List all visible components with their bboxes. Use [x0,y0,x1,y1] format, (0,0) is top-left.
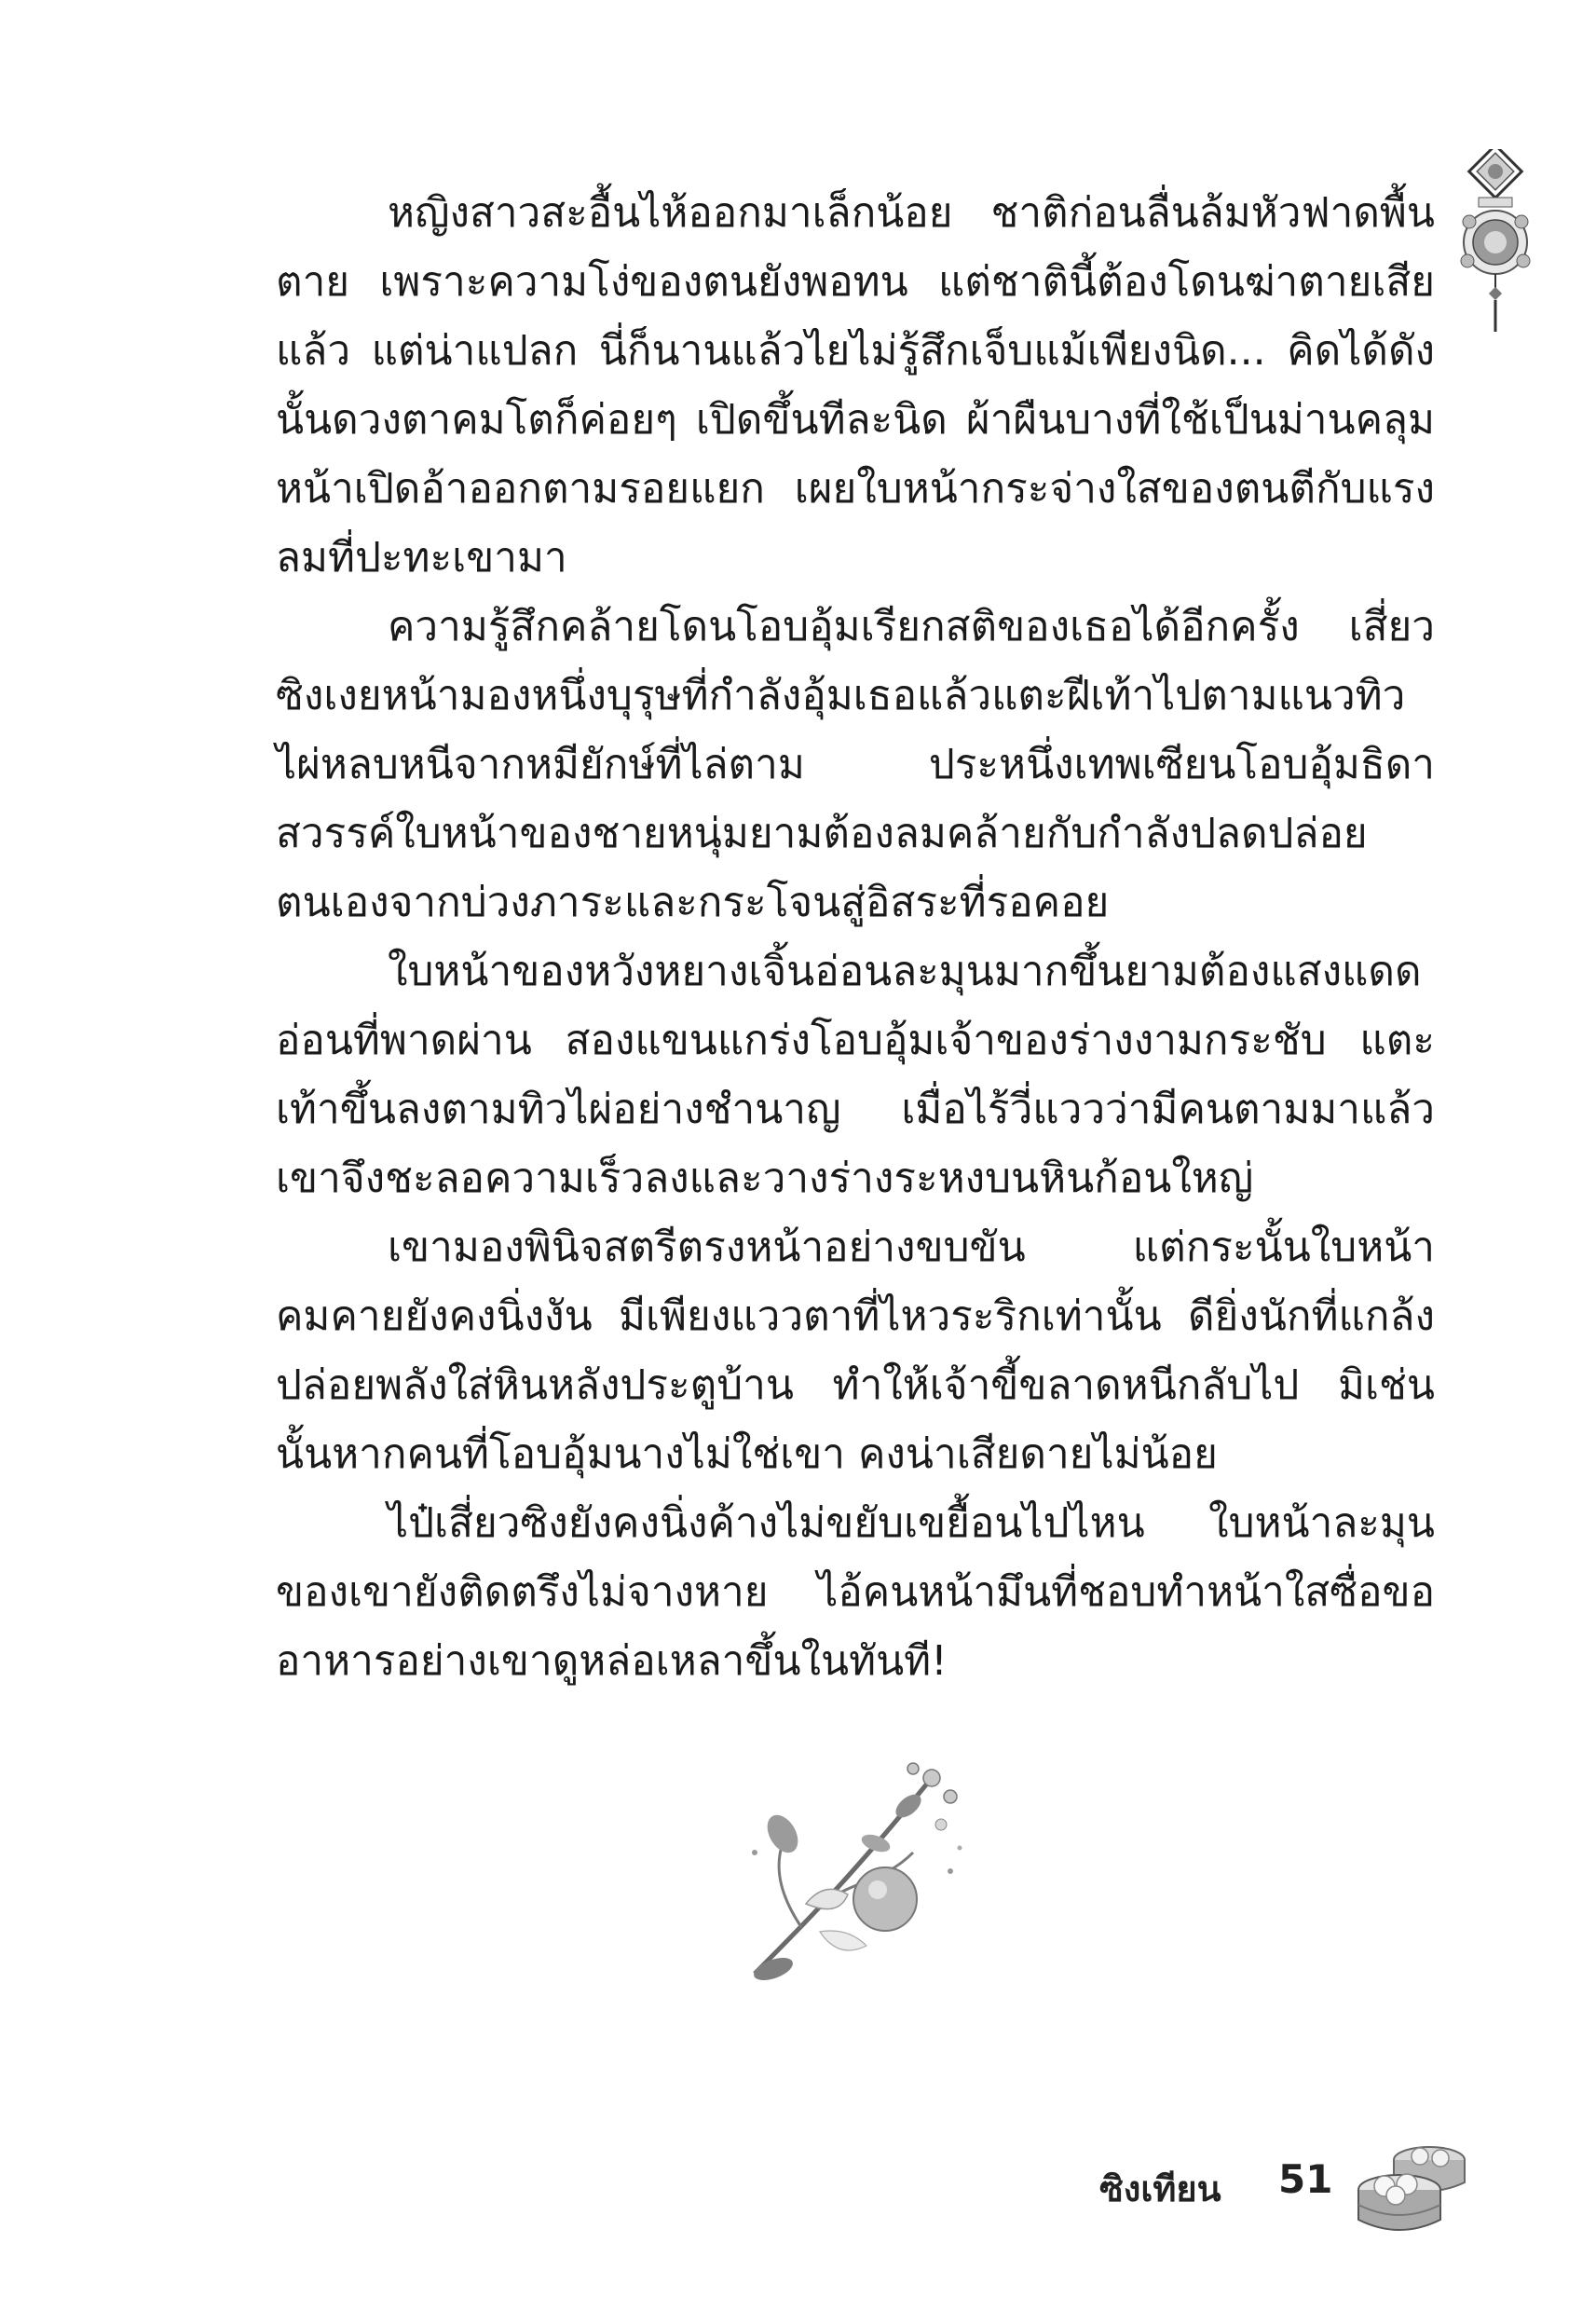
paragraph: ความรู้สึกคล้ายโดนโอบอุ้มเรียกสติของเธอได้อีกครั้ง เสี่ยวซิงเงยหน้ามองหนึ่งบุรุษที่กำลังอุ้มเธอแล้วแตะฝีเท้าไปตามแนวทิวไผ่หลบหนีจากหมียักษ์ที่ไล่ตาม ประหนึ่งเทพเซียนโอบอุ้มธิดาสวรรค์ใบหน้าของชายหนุ่มยามต้องลมคล้ายกับกำลังปลดปล่อยตนเองจากบ่วงภาระและกระโจนสู่อิสระที่รอคอย [276,603,1435,926]
chinese-knot-ornament-icon [1449,149,1542,335]
page-number: 51 [1278,2156,1333,2202]
page-footer [1099,2134,1472,2246]
flower-sprig-illustration [717,1741,997,2020]
paragraph: ใบหน้าของหวังหยางเจิ้นอ่อนละมุนมากขึ้นยามต้องแสงแดดอ่อนที่พาดผ่าน สองแขนแกร่งโอบอุ้มเจ้าของร่างงามกระชับ แตะเท้าขึ้นลงตามทิวไผ่อย่างชำนาญ เมื่อไร้วี่แววว่ามีคนตามมาแล้ว เขาจึงชะลอความเร็วลงและวางร่างระหงบนหินก้อนใหญ่ [276,948,1435,1202]
book-title: ซิงเทียน [1099,2167,1221,2209]
chapter-body-text [276,179,1435,1696]
paragraph: เขามองพินิจสตรีตรงหน้าอย่างขบขัน แต่กระนั้นใบหน้าคมคายยังคงนิ่งงัน มีเพียงแววตาที่ไหวระริกเท่านั้น ดียิ่งนักที่แกล้งปล่อยพลังใส่หินหลังประตูบ้าน ทำให้เจ้าขี้ขลาดหนีกลับไป มิเช่นนั้นหากคนที่โอบอุ้มนางไม่ใช่เขา คงน่าเสียดายไม่น้อย [276,1224,1435,1478]
paragraph: ไป๋เสี่ยวซิงยังคงนิ่งค้างไม่ขยับเขยื้อนไปไหน ใบหน้าละมุนของเขายังติดตรึงไม่จางหาย ไอ้คนหน้ามึนที่ชอบทำหน้าใสซื่อขออาหารอย่างเขาดูหล่อเหลาขึ้นในทันที! [276,1499,1435,1685]
dumpling-steamer-icon [1353,2134,1472,2246]
paragraph: หญิงสาวสะอื้นไห้ออกมาเล็กน้อย ชาติก่อนลื่นล้มหัวฟาดพื้นตาย เพราะความโง่ของตนยังพอทน แต่ชาตินี้ต้องโดนฆ่าตายเสียแล้ว แต่น่าแปลก นี่ก็นานแล้วไยไม่รู้สึกเจ็บแม้เพียงนิด... คิดได้ดังนั้นดวงตาคมโตก็ค่อยๆ เปิดขึ้นทีละนิด ผ้าผืนบางที่ใช้เป็นม่านคลุมหน้าเปิดอ้าออกตามรอยแยก เผยใบหน้ากระจ่างใสของตนตีกับแรงลมที่ปะทะเขามา [276,189,1435,581]
